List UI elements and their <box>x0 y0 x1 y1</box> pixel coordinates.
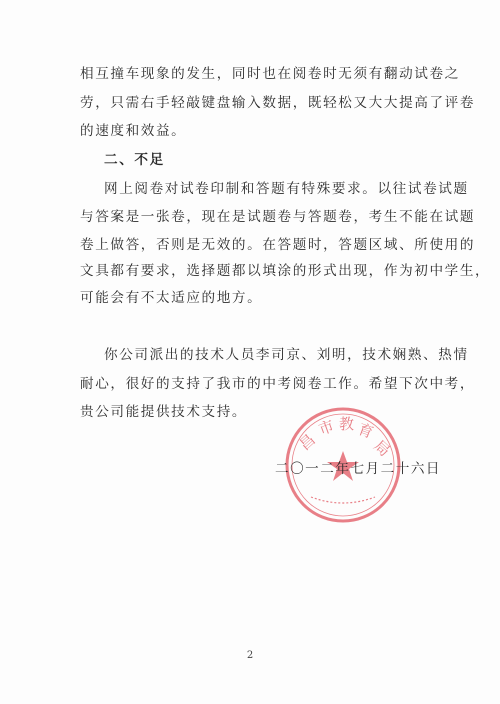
svg-text:市: 市 <box>316 416 337 439</box>
body-line: 你公司派出的技术人员李司京、刘明，技术娴熟、热情 <box>104 347 469 363</box>
body-line: 耐心，很好的支持了我市的中考阅卷工作。希望下次中考， <box>80 376 476 392</box>
body-line: 可能会有不太适应的地方。 <box>80 290 263 306</box>
svg-text:育: 育 <box>355 419 376 442</box>
body-line: 相互撞车现象的发生，同时也在阅卷时无须有翻动试卷之 <box>80 66 460 82</box>
body-line: 贵公司能提供技术支持。 <box>80 404 248 420</box>
document-date: 二〇一二年七月二十六日 <box>275 461 442 477</box>
body-line: 网上阅卷对试卷印制和答题有特殊要求。以往试卷试题 <box>104 181 469 197</box>
body-line: 劳，只需右手轻敲键盘输入数据，既轻松又大大提高了评卷 <box>80 95 476 111</box>
body-line: 与答案是一张卷，现在是试题卷与答题卷，考生不能在试题 <box>80 209 476 225</box>
section-heading: 二、不足 <box>104 152 165 168</box>
page-number: 2 <box>246 650 254 661</box>
svg-text:昌: 昌 <box>295 430 319 454</box>
body-line: 卷上做答，否则是无效的。在答题时，答题区域、所使用的 <box>80 237 476 253</box>
svg-text:局: 局 <box>370 436 394 461</box>
body-line: 文具都有要求，选择题都以填涂的形式出现，作为初中学生， <box>80 263 491 279</box>
body-line: 的速度和效益。 <box>80 123 187 139</box>
svg-text:教: 教 <box>339 415 355 433</box>
